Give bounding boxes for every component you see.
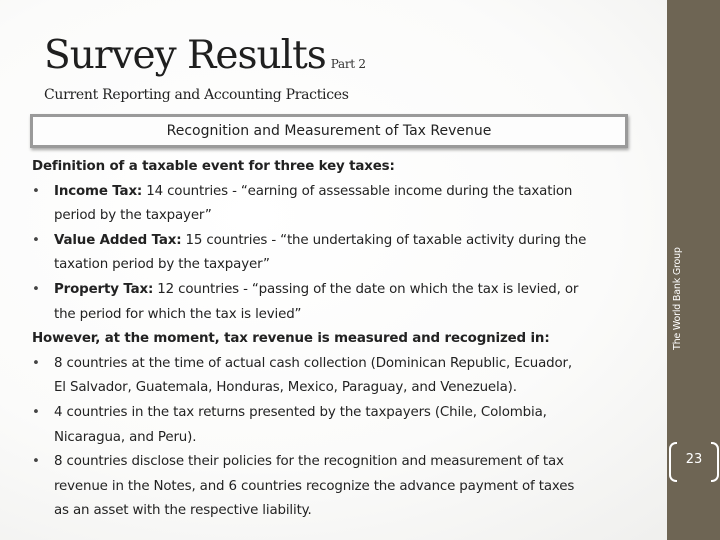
tax-description: 12 countries - “passing of the date on which the tax is levied, or: [153, 281, 579, 297]
slide-title: [44, 33, 366, 78]
transition-text: However, at the moment, tax revenue is measured and recognized in:: [32, 331, 550, 347]
section-heading-box: [30, 114, 628, 148]
list-item-cash-collection: [32, 352, 648, 401]
bullet-icon: •: [32, 454, 40, 470]
practice-text-cont: Nicaragua, and Peru).: [54, 429, 197, 445]
bullet-icon: •: [32, 281, 40, 297]
tax-name: Value Added Tax:: [54, 232, 182, 248]
intro-text: Definition of a taxable event for three key taxes:: [32, 159, 395, 174]
tax-description-cont: the period for which the tax is levied”: [54, 306, 302, 322]
list-item-value-added-tax: [32, 229, 648, 278]
tax-description-cont: period by the taxpayer”: [54, 208, 212, 224]
tax-name: Income Tax:: [54, 183, 143, 199]
practice-text: 8 countries disclose their policies for the recognition and measurement of tax: [54, 454, 564, 470]
bullet-icon: •: [32, 232, 40, 248]
tax-description: 14 countries - “earning of assessable income during the taxation: [142, 183, 573, 199]
list-item-property-tax: [32, 278, 648, 327]
list-item-disclosure: [32, 450, 648, 524]
practice-text-cont: as an asset with the respective liability.: [54, 503, 312, 519]
list-item-income-tax: [32, 180, 648, 229]
practice-text: 8 countries at the time of actual cash collection (Dominican Republic, Ecuador,: [54, 355, 573, 371]
tax-description-cont: taxation period by the taxpayer”: [54, 257, 270, 273]
body-content: [32, 155, 648, 524]
tax-name: Property Tax:: [54, 281, 154, 297]
practice-text-cont: revenue in the Notes, and 6 countries recognize the advance payment of taxes: [54, 478, 575, 494]
bullet-icon: •: [32, 355, 40, 371]
organization-label: The World Bank Group: [672, 247, 683, 350]
title-part-label: Part 2: [330, 57, 366, 71]
page-number-badge: [669, 442, 719, 486]
bullet-icon: •: [32, 183, 40, 199]
slide-subtitle: Current Reporting and Accounting Practices: [44, 87, 349, 103]
practice-text: 4 countries in the tax returns presented by the taxpayers (Chile, Colombia,: [54, 404, 547, 420]
page-number: 23: [685, 452, 703, 467]
practice-text-cont: El Salvador, Guatemala, Honduras, Mexico, Paraguay, and Venezuela).: [54, 380, 517, 396]
title-text: Survey Results: [44, 33, 326, 78]
section-heading: Recognition and Measurement of Tax Revenue: [166, 123, 492, 139]
tax-description: 15 countries - “the undertaking of taxable activity during the: [181, 232, 587, 248]
right-bracket-icon: [711, 442, 719, 482]
bullet-icon: •: [32, 404, 40, 420]
list-item-tax-returns: [32, 401, 648, 450]
